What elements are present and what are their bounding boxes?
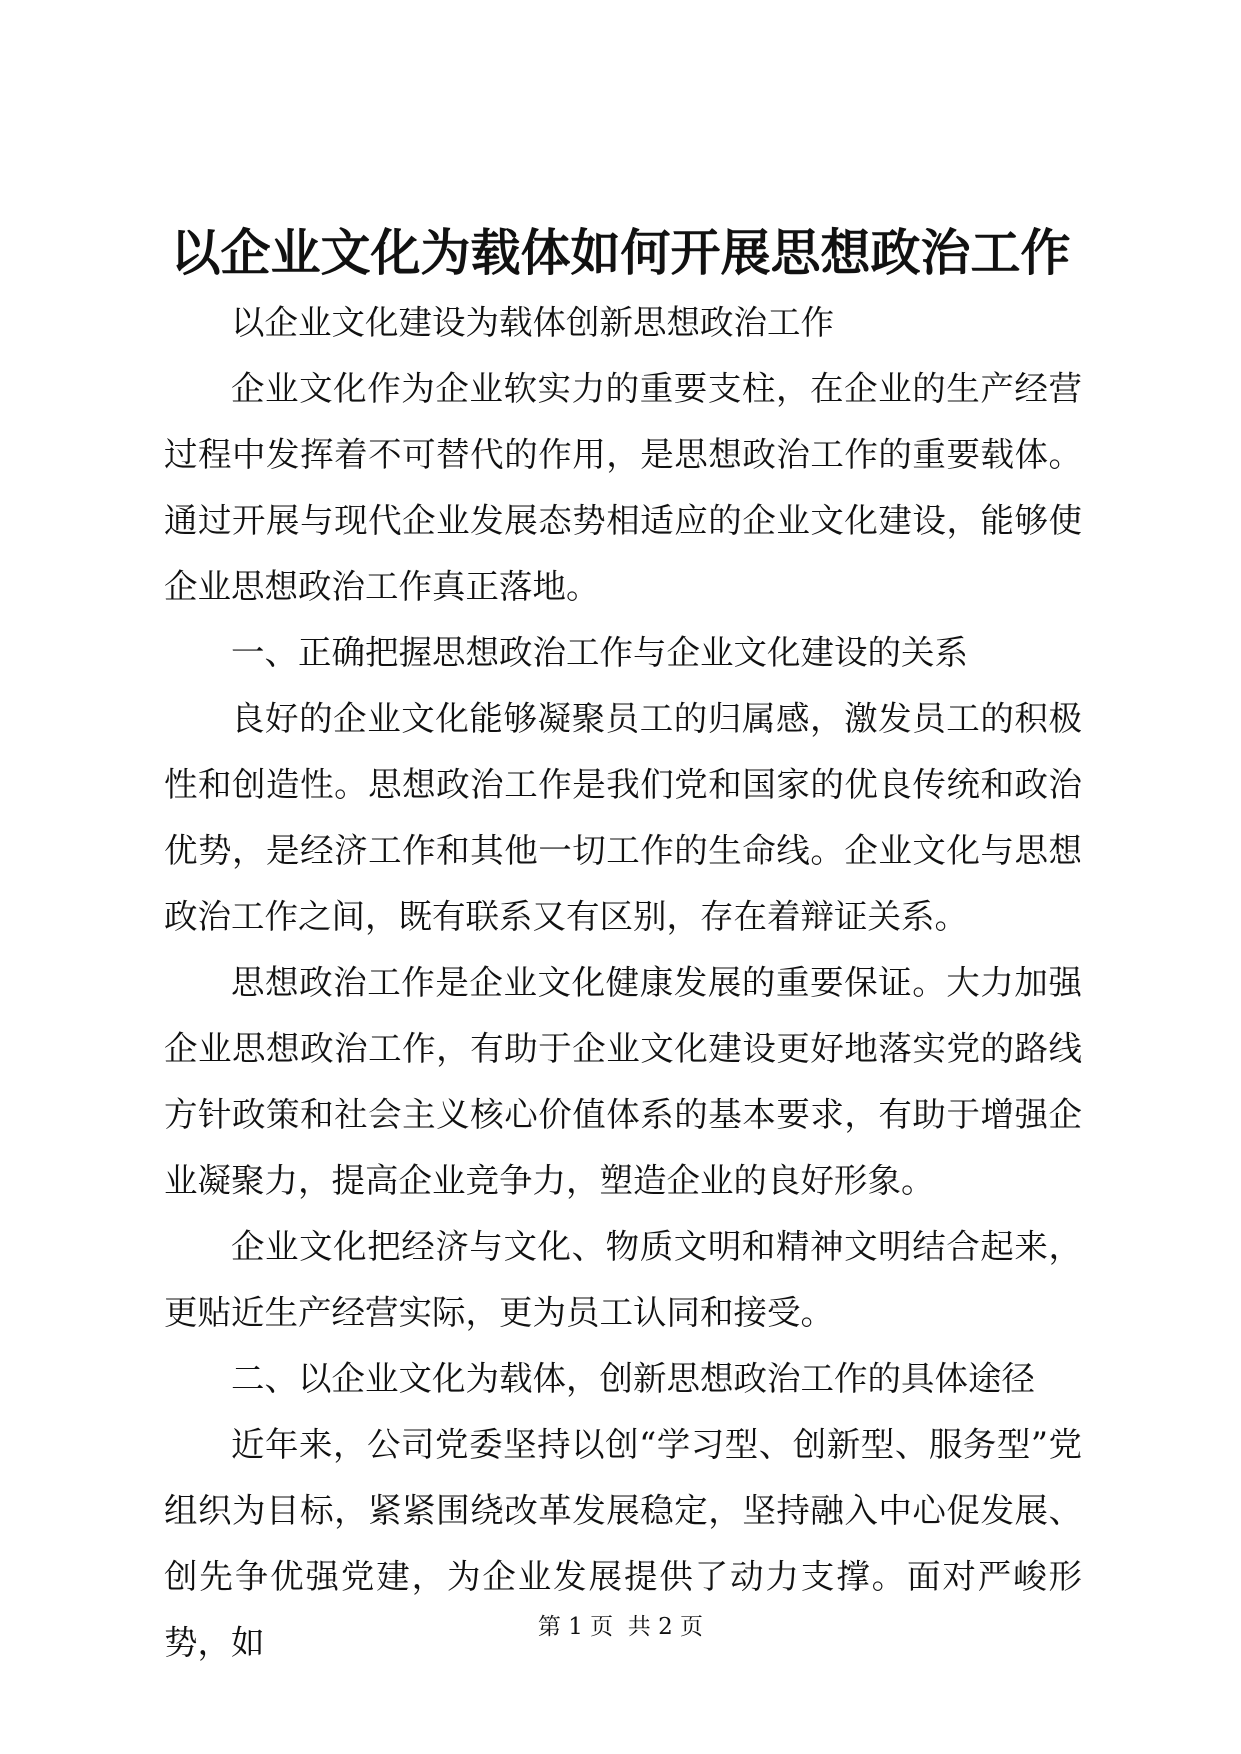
page-number-footer: 第 1 页 共 2 页 — [537, 1614, 704, 1640]
document-body — [164, 290, 1082, 1676]
paragraph: 良好的企业文化能够凝聚员工的归属感，激发员工的积极性和创造性。思想政治工作是我们党和国家的优良传统和政治优势，是经济工作和其他一切工作的生命线。企业文化与思想政治工作之间，既有联系又有区别，存在着辩证关系。 — [164, 699, 1082, 936]
section-heading-2: 二、以企业文化为载体，创新思想政治工作的具体途径 — [231, 1359, 1035, 1398]
document-title: 以企业文化为载体如何开展思想政治工作 — [170, 224, 1071, 282]
paragraph: 企业文化把经济与文化、物质文明和精神文明结合起来，更贴近生产经营实际，更为员工认同和接受。 — [164, 1227, 1082, 1332]
paragraph: 思想政治工作是企业文化健康发展的重要保证。大力加强企业思想政治工作，有助于企业文化建设更好地落实党的路线方针政策和社会主义核心价值体系的基本要求，有助于增强企业凝聚力，提高企业竞争力，塑造企业的良好形象。 — [164, 963, 1082, 1200]
section-heading-1: 一、正确把握思想政治工作与企业文化建设的关系 — [231, 633, 968, 672]
paragraph: 近年来，公司党委坚持以创“学习型、创新型、服务型”党组织为目标，紧紧围绕改革发展稳定，坚持融入中心促发展、创先争优强党建，为企业发展提供了动力支撑。面对严峻形势，如 — [164, 1425, 1082, 1662]
paragraph-subtitle: 以企业文化建设为载体创新思想政治工作 — [231, 303, 834, 342]
paragraph: 企业文化作为企业软实力的重要支柱，在企业的生产经营过程中发挥着不可替代的作用，是思想政治工作的重要载体。通过开展与现代企业发展态势相适应的企业文化建设，能够使企业思想政治工作真正落地。 — [164, 369, 1082, 606]
